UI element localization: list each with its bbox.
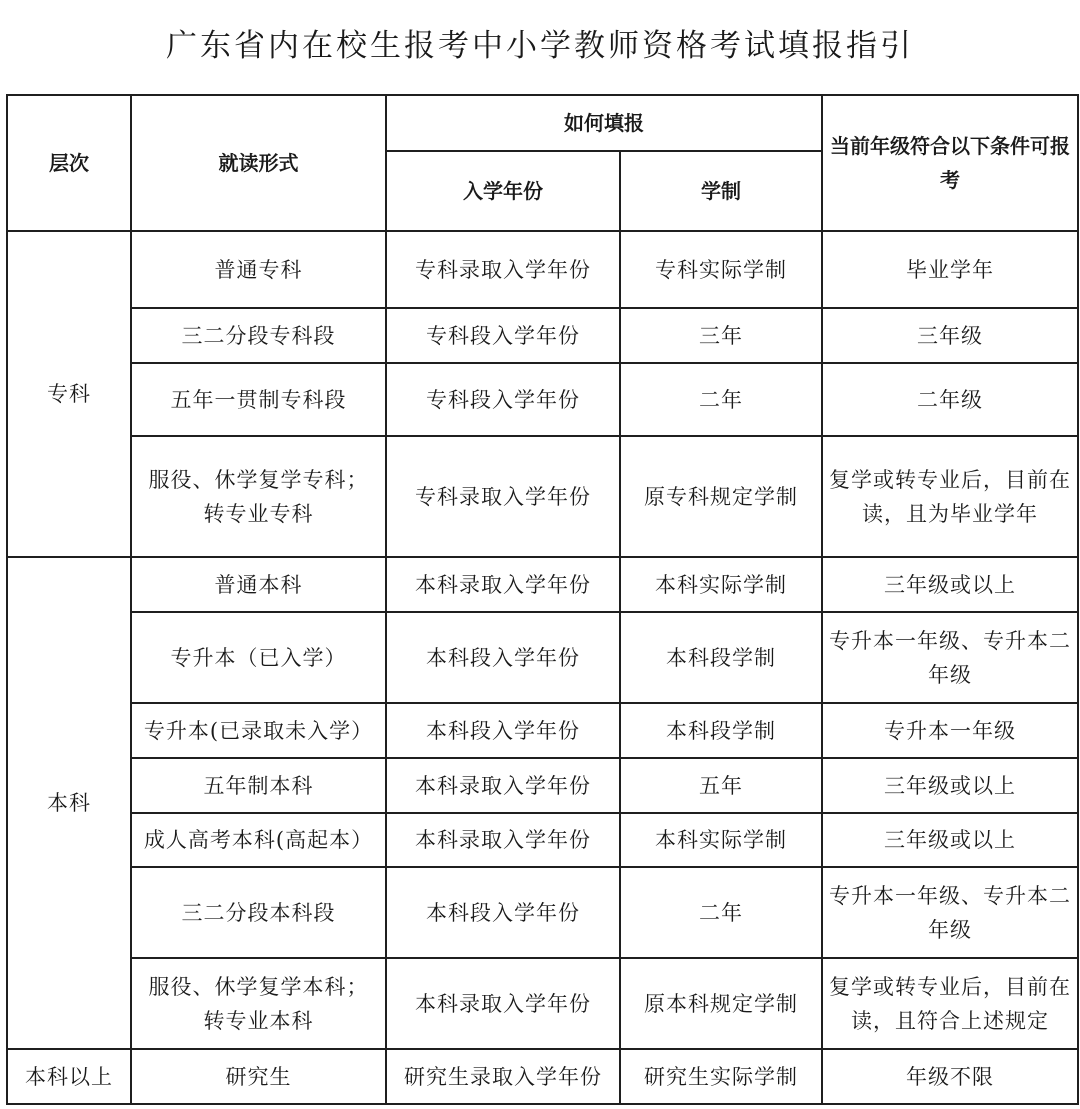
enroll-year-cell: 专科段入学年份 [386,308,620,363]
enroll-year-cell: 专科录取入学年份 [386,231,620,308]
study-mode-cell: 五年一贯制专科段 [131,363,386,436]
study-mode-cell: 专升本（已入学） [131,612,386,703]
header-how-to-fill: 如何填报 [386,95,822,151]
table-row [7,436,1078,557]
level-cell-zhuanke: 专科 [7,231,131,557]
table-row [7,958,1078,1049]
condition-cell: 专升本一年级 [822,703,1078,758]
study-mode-cell: 服役、休学复学专科；转专业专科 [131,436,386,557]
study-mode-cell: 三二分段专科段 [131,308,386,363]
schooling-length-cell: 本科实际学制 [620,813,822,867]
schooling-length-cell: 五年 [620,758,822,813]
study-mode-cell: 普通本科 [131,557,386,612]
enroll-year-cell: 专科录取入学年份 [386,436,620,557]
schooling-length-cell: 专科实际学制 [620,231,822,308]
header-condition: 当前年级符合以下条件可报考 [822,95,1078,231]
study-mode-cell: 三二分段本科段 [131,867,386,958]
header-study-mode: 就读形式 [131,95,386,231]
condition-cell: 二年级 [822,363,1078,436]
guide-table [6,94,1079,1105]
schooling-length-cell: 研究生实际学制 [620,1049,822,1104]
table-row [7,363,1078,436]
condition-cell: 毕业学年 [822,231,1078,308]
table-row [7,231,1078,308]
document-title: 广东省内在校生报考中小学教师资格考试填报指引 [166,28,914,64]
condition-cell: 三年级或以上 [822,758,1078,813]
condition-cell: 复学或转专业后，目前在读，且符合上述规定 [822,958,1078,1049]
table-row [7,1049,1078,1104]
schooling-length-cell: 原本科规定学制 [620,958,822,1049]
condition-cell: 专升本一年级、专升本二年级 [822,612,1078,703]
condition-cell: 三年级或以上 [822,813,1078,867]
header-enroll-year: 入学年份 [386,151,620,231]
condition-cell: 年级不限 [822,1049,1078,1104]
level-cell-benke: 本科 [7,557,131,1049]
study-mode-cell: 成人高考本科(高起本） [131,813,386,867]
schooling-length-cell: 原专科规定学制 [620,436,822,557]
enroll-year-cell: 本科段入学年份 [386,703,620,758]
enroll-year-cell: 本科录取入学年份 [386,557,620,612]
table-row [7,867,1078,958]
schooling-length-cell: 本科段学制 [620,612,822,703]
study-mode-cell: 研究生 [131,1049,386,1104]
enroll-year-cell: 本科录取入学年份 [386,758,620,813]
enroll-year-cell: 专科段入学年份 [386,363,620,436]
enroll-year-cell: 本科录取入学年份 [386,958,620,1049]
schooling-length-cell: 二年 [620,363,822,436]
table-row [7,758,1078,813]
schooling-length-cell: 本科实际学制 [620,557,822,612]
condition-cell: 专升本一年级、专升本二年级 [822,867,1078,958]
condition-cell: 三年级或以上 [822,557,1078,612]
study-mode-cell: 五年制本科 [131,758,386,813]
table-row [7,813,1078,867]
table-row [7,703,1078,758]
enroll-year-cell: 本科段入学年份 [386,867,620,958]
study-mode-cell: 专升本(已录取未入学） [131,703,386,758]
condition-cell: 复学或转专业后，目前在读，且为毕业学年 [822,436,1078,557]
enroll-year-cell: 本科段入学年份 [386,612,620,703]
table-row [7,557,1078,612]
enroll-year-cell: 研究生录取入学年份 [386,1049,620,1104]
header-schooling-length: 学制 [620,151,822,231]
study-mode-cell: 普通专科 [131,231,386,308]
enroll-year-cell: 本科录取入学年份 [386,813,620,867]
condition-cell: 三年级 [822,308,1078,363]
header-level: 层次 [7,95,131,231]
schooling-length-cell: 本科段学制 [620,703,822,758]
study-mode-cell: 服役、休学复学本科；转专业本科 [131,958,386,1049]
table-row [7,612,1078,703]
level-cell-above: 本科以上 [7,1049,131,1104]
table-row [7,308,1078,363]
schooling-length-cell: 二年 [620,867,822,958]
schooling-length-cell: 三年 [620,308,822,363]
